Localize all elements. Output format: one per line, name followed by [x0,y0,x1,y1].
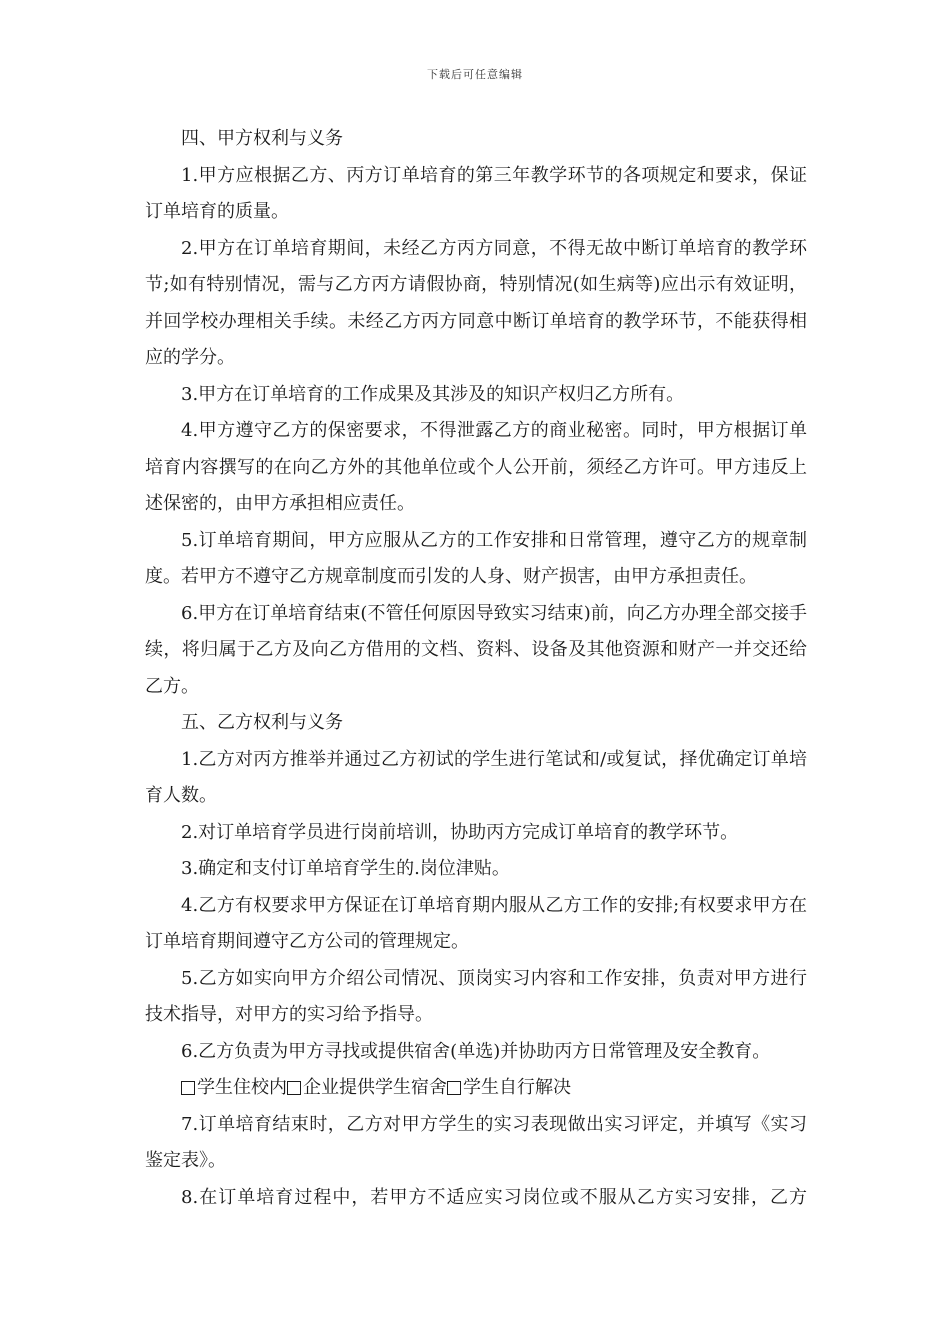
section-5-item-4: 4.乙方有权要求甲方保证在订单培育期内服从乙方工作的安排;有权要求甲方在订单培育期间遵守乙方公司的管理规定。 [145,894,807,952]
page-header: 下载后可任意编辑 [427,68,523,81]
section-5-item-7: 7.订单培育结束时，乙方对甲方学生的实习表现做出实习评定，并填写《实习鉴定表》。 [145,1113,807,1171]
section-4-item-4: 4.甲方遵守乙方的保密要求，不得泄露乙方的商业秘密。同时，甲方根据订单培育内容撰写的在向乙方外的其他单位或个人公开前，须经乙方许可。甲方违反上述保密的，由甲方承担相应责任。 [145,420,807,514]
checkbox-company-dorm[interactable] [287,1081,301,1095]
checkbox-label-on-campus: 学生住校内 [197,1077,287,1098]
section-5-item-1: 1.乙方对丙方推举并通过乙方初试的学生进行笔试和/或复试，择优确定订单培育人数。 [145,748,807,806]
checkbox-label-company-dorm: 企业提供学生宿舍 [303,1077,447,1098]
document-body [145,121,807,1216]
section-4-item-6: 6.甲方在订单培育结束(不管任何原因导致实习结束)前，向乙方办理全部交接手续，将归属于乙方及向乙方借用的文档、资料、设备及其他资源和财产一并交还给乙方。 [145,602,807,697]
dormitory-options [145,1070,807,1107]
checkbox-label-self-arranged: 学生自行解决 [463,1077,571,1098]
section-4-item-1: 1.甲方应根据乙方、丙方订单培育的第三年教学环节的各项规定和要求，保证订单培育的质量。 [145,164,807,222]
section-4-item-5: 5.订单培育期间，甲方应服从乙方的工作安排和日常管理，遵守乙方的规章制度。若甲方不遵守乙方规章制度而引发的人身、财产损害，由甲方承担责任。 [145,529,807,587]
section-5-item-3: 3.确定和支付订单培育学生的.岗位津贴。 [181,858,510,879]
section-4-item-2: 2.甲方在订单培育期间，未经乙方丙方同意，不得无故中断订单培育的教学环节;如有特别情况，需与乙方丙方请假协商，特别情况(如生病等)应出示有效证明，并回学校办理相关手续。未经乙方丙方同意中断订单培育的教学环节，不能获得相应的学分。 [145,237,807,368]
section-5-item-8: 8.在订单培育过程中，若甲方不适应实习岗位或不服从乙方实习安排，乙方 [181,1186,807,1208]
section-5-item-6: 6.乙方负责为甲方寻找或提供宿舍(单选)并协助丙方日常管理及安全教育。 [181,1040,771,1062]
section-5-item-2: 2.对订单培育学员进行岗前培训，协助丙方完成订单培育的教学环节。 [181,821,739,843]
section-5-title: 五、乙方权利与义务 [181,712,343,733]
section-4-title: 四、甲方权利与义务 [181,128,343,149]
checkbox-self-arranged[interactable] [447,1081,461,1095]
checkbox-on-campus[interactable] [181,1081,195,1095]
section-5-item-5: 5.乙方如实向甲方介绍公司情况、顶岗实习内容和工作安排，负责对甲方进行技术指导，对甲方的实习给予指导。 [145,967,807,1025]
section-4-item-3: 3.甲方在订单培育的工作成果及其涉及的知识产权归乙方所有。 [181,383,685,405]
